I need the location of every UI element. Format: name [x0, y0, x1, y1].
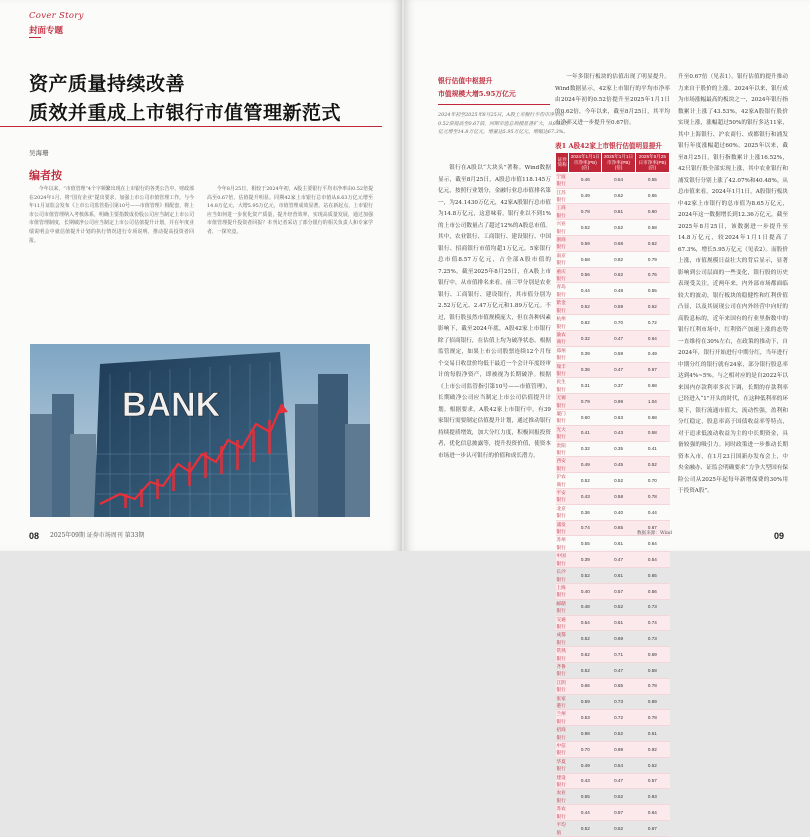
- table-cell: 建设银行: [556, 773, 569, 789]
- table-cell: 0.48: [569, 599, 602, 615]
- sidebar-summary: 2024年初至2025年8月25日，A股上市银行平均市净率由0.52倍提高至0.67倍，同期市值总规模显著扩大，从8.63万亿元增至14.8万亿元，增量达5.95万亿元，增幅达67.3%。: [438, 112, 569, 136]
- table-row: [556, 251, 670, 267]
- table-cell: 民生银行: [556, 378, 569, 394]
- table-cell: 0.64: [635, 330, 669, 346]
- table-cell: 0.40: [602, 504, 635, 520]
- intro-column-2: [207, 185, 373, 335]
- table-cell: 瑞丰银行: [556, 362, 569, 378]
- table-cell: 0.52: [602, 473, 635, 489]
- table-cell: 沪农商行: [556, 473, 569, 489]
- table-row: [556, 378, 670, 394]
- table-row: [556, 441, 670, 457]
- valuation-table: [555, 152, 670, 837]
- table-cell: 西安银行: [556, 457, 569, 473]
- table-cell: 0.54: [635, 552, 669, 568]
- author: 吴海珊: [29, 149, 49, 157]
- body-column-2: [555, 72, 670, 134]
- table-cell: 0.44: [635, 504, 669, 520]
- article-title-line2: 质效并重成上市银行市值管理新范式: [29, 102, 342, 124]
- table-row: [556, 346, 670, 362]
- section-label-en: Cover Story: [29, 11, 84, 21]
- table-cell: 0.63: [602, 409, 635, 425]
- table-cell: 成都银行: [556, 631, 569, 647]
- table-cell: 0.41: [569, 425, 602, 441]
- table-cell: 张家港行: [556, 694, 569, 710]
- table-cell: 郑州银行: [556, 346, 569, 362]
- table-cell: 0.52: [602, 220, 635, 236]
- table-cell: 0.57: [602, 805, 635, 821]
- table-cell: 0.68: [635, 378, 669, 394]
- table-row: [556, 236, 670, 252]
- table-row: [556, 583, 670, 599]
- table-cell: 0.52: [635, 299, 669, 315]
- section-rule: [29, 37, 41, 38]
- table-row: [556, 536, 670, 552]
- body-column-3: [678, 72, 788, 528]
- table-cell: 0.62: [602, 821, 635, 837]
- table-cell: 上海银行: [556, 583, 569, 599]
- table-cell: 0.55: [635, 172, 669, 188]
- table-row: [556, 631, 670, 647]
- body-column-3-text: 升至0.67倍（见表1）。银行估值的提升推动力来自于股价的上涨。2024年以来，银行成为市场涨幅最高的板块之一，2024年银行指数累计上涨了43.53%，42家A股银行股价实现上涨，涨幅超过50%的银行多达11家，其中上海银行、沪农商行、成都银行和浦发银行年度涨幅超过60%。2025年以来，截至8月25日，银行指数累计上涨16.52%，42只银行股全部实现上涨，其中农业银行和浦发银行分别上涨了42.07%和40.48%。从总市值来看，2024年1月1日，A股银行板块中42家上市银行的总市值为8.65万亿元，2024年这一数据增长到12.36万亿元，截至2025年8月25日，该数据进一步提升至14.8万亿元，较2024年1月1日提高了67.3%，增长5.95万亿元（见表2）。而股价上涨，市值规模日益壮大的背后显示，显著影响到公司层面的一些变化，银行股的历史表现受关注，近两年来，内外部市场都面临较大的波动，银行板块的稳健性和红利价值凸显，以及其展现公司在内外经营中向好的高股息标的，近年来国有的行业里指数中的银行红利市场中，红利资产加速上涨的态势一直维持在30%左右，在政策的推动下，自2024年，银行开始进行中期分红，当年进行中期分红的银行就有24家，部分银行股息率达到4%~5%。与之相对应的是自2022年以来国内存款利率多次下调，长期的存款利率已经进入“1”开头的时代，在这种低利率的环境下，银行流通市值大，流动性强，盈利和分红稳定，股息率高于国债收益率等特点，对于追求低波动收益为主的中长期资金，具备较强的吸引力。同时政策进一步推动长期资本入市，在1月23日国新办发布会上，中央金融办、证监会明确要求“力争大型国有保险公司从2025年起每年新增保费的30%用于投资A股”。: [678, 74, 788, 494]
- table-cell: 0.62: [602, 789, 635, 805]
- table-cell: 0.43: [602, 425, 635, 441]
- table-cell: 0.55: [635, 283, 669, 299]
- table-cell: 0.61: [602, 615, 635, 631]
- table-cell: 0.54: [569, 615, 602, 631]
- table-cell: 北京银行: [556, 504, 569, 520]
- table-cell: 平安银行: [556, 489, 569, 505]
- table-cell: 0.65: [602, 678, 635, 694]
- table-cell: 0.52: [569, 473, 602, 489]
- article-title-line1: 资产质量持续改善: [29, 73, 186, 95]
- table-row: [556, 489, 670, 505]
- table-cell: 0.49: [569, 757, 602, 773]
- table-cell: 农业银行: [556, 789, 569, 805]
- table-header-row: [556, 153, 670, 173]
- table-cell: 0.81: [602, 204, 635, 220]
- table-cell: 杭州银行: [556, 315, 569, 331]
- table-row: [556, 220, 670, 236]
- table-cell: 厦门银行: [556, 409, 569, 425]
- table-cell: 0.52: [635, 757, 669, 773]
- table-cell: 0.90: [635, 204, 669, 220]
- table-row: [556, 330, 670, 346]
- table-cell: 0.39: [569, 346, 602, 362]
- table-cell: 0.56: [569, 267, 602, 283]
- table-cell: 0.65: [635, 188, 669, 204]
- table-cell: 0.82: [569, 315, 602, 331]
- table-row: [556, 362, 670, 378]
- table-row: [556, 473, 670, 489]
- table-cell: 0.47: [602, 330, 635, 346]
- table-cell: 光大银行: [556, 425, 569, 441]
- table-row: [556, 757, 670, 773]
- table-cell: 0.47: [602, 362, 635, 378]
- table-cell: 0.62: [602, 188, 635, 204]
- table-cell: 0.52: [569, 821, 602, 837]
- table-cell: 0.56: [635, 583, 669, 599]
- table-row: [556, 647, 670, 663]
- table-header-cell: 2024年1月1日市净率(PB)(倍): [569, 153, 602, 173]
- table-cell: 0.71: [602, 647, 635, 663]
- table-cell: 青岛银行: [556, 283, 569, 299]
- table-cell: 0.49: [569, 457, 602, 473]
- table-cell: 0.61: [635, 726, 669, 742]
- table-row: [556, 773, 670, 789]
- table-cell: 0.47: [602, 662, 635, 678]
- table-cell: 0.58: [635, 425, 669, 441]
- table-body: [556, 172, 670, 836]
- table-row: [556, 315, 670, 331]
- table-cell: 0.72: [602, 710, 635, 726]
- table-row: [556, 172, 670, 188]
- body-column-1-text: 银行在A股以“大块头”著称。Wind数据显示，截至8月25日，A股总市值118.145万亿元，按照行业划分，金融行业总市值排名第一，为24.1430万亿元，42家A股银行总市值为14.8万亿元，这意味着，银行业以不到1%的上市公司数量占了超过12%的A股总市值。其中，农业银行、工商银行、建设银行、中国银行、招商银行市值均超1万亿元，5家银行总市值8.57万亿元，占全部A股市值的7.25%。截至2025年8月25日，在A股上市银行中，从市值排名来看，前三甲分别是农业银行、工商银行、建设银行，其市值分别为2.52万亿元、2.47万亿元和1.89万亿元。不过，银行股虽然市值规模庞大，但在各种因素影响下，截至2024年底，A股42家上市银行除了招商银行，在估值上均为破净状态。根据监管规定，如果上市公司股票连续12个月每个交易日收盘价均低于最近一个会计年度经审计的每股净资产，即被视为长期破净。根据《上市公司监管指引第10号——市值管理》，长期破净公司应当制定上市公司估值提升计划。根据要求，A股42家上市银行中，有39家银行需要制定估值提升计划，通过推动银行持续提质增效，加大分红力度，积极回报投资者，优化信息披露等，提升投资价值，使资本市场进一步认可银行的价值和成长潜力。: [438, 165, 551, 459]
- table-cell: 0.55: [569, 536, 602, 552]
- table-cell: 0.73: [602, 694, 635, 710]
- table-row: [556, 615, 670, 631]
- intro-column-1: [29, 185, 194, 335]
- table-cell: 0.36: [569, 362, 602, 378]
- table-row: [556, 204, 670, 220]
- table-cell: 0.57: [635, 773, 669, 789]
- table-cell: 邮储银行: [556, 599, 569, 615]
- table-cell: 0.61: [602, 568, 635, 584]
- table-header-cell: 证券简称: [556, 153, 569, 173]
- table-cell: 0.43: [569, 773, 602, 789]
- table-cell: 0.44: [569, 283, 602, 299]
- table-cell: 0.53: [569, 710, 602, 726]
- bank-photo: [30, 344, 370, 517]
- table-cell: 0.43: [569, 489, 602, 505]
- left-footer: 2025年09期 证券市场周刊 第33期: [50, 532, 145, 539]
- table-row: [556, 742, 670, 758]
- table-cell: 0.57: [602, 583, 635, 599]
- table-cell: 0.69: [635, 647, 669, 663]
- table-cell: 0.54: [602, 757, 635, 773]
- table-cell: 0.74: [569, 520, 602, 536]
- table-cell: 渝农商行: [556, 330, 569, 346]
- table-cell: 0.76: [635, 267, 669, 283]
- table-cell: 0.79: [569, 394, 602, 410]
- table-cell: 0.59: [569, 694, 602, 710]
- table-cell: 宁波银行: [556, 172, 569, 188]
- table-cell: 0.99: [602, 742, 635, 758]
- table-cell: 0.70: [569, 742, 602, 758]
- table-cell: 江阴银行: [556, 678, 569, 694]
- table-cell: 0.31: [569, 378, 602, 394]
- table-row: [556, 568, 670, 584]
- table-cell: 0.67: [635, 362, 669, 378]
- table-cell: 0.70: [635, 473, 669, 489]
- table-cell: 0.62: [602, 267, 635, 283]
- table-cell: 苏州银行: [556, 536, 569, 552]
- table-cell: 0.58: [602, 489, 635, 505]
- table-row: [556, 283, 670, 299]
- table-cell: 0.64: [635, 536, 669, 552]
- table-cell: 0.78: [569, 204, 602, 220]
- table-cell: 0.39: [569, 552, 602, 568]
- page-number-left: 08: [29, 531, 40, 541]
- table-cell: 浦发银行: [556, 520, 569, 536]
- sidebar-title-line1: 银行估值中枢提升: [438, 77, 493, 85]
- bank-illustration: [30, 344, 370, 517]
- table-cell: 0.73: [635, 631, 669, 647]
- table-cell: 0.60: [569, 409, 602, 425]
- table-cell: 0.68: [602, 236, 635, 252]
- table-cell: 0.58: [635, 220, 669, 236]
- table-cell: 常熟银行: [556, 647, 569, 663]
- table-cell: 0.52: [635, 457, 669, 473]
- table-cell: 0.58: [569, 251, 602, 267]
- table-cell: 0.32: [569, 441, 602, 457]
- table-cell: 苏农银行: [556, 805, 569, 821]
- table-cell: 0.59: [602, 299, 635, 315]
- table-cell: 中国银行: [556, 552, 569, 568]
- table-cell: 0.52: [569, 299, 602, 315]
- table-cell: 0.35: [602, 441, 635, 457]
- table-cell: 0.52: [569, 220, 602, 236]
- table-cell: 0.83: [635, 789, 669, 805]
- table-row: [556, 425, 670, 441]
- body-column-1: [438, 163, 551, 523]
- table-cell: 0.66: [569, 678, 602, 694]
- table-cell: 0.37: [602, 378, 635, 394]
- table-cell: 浙商银行: [556, 236, 569, 252]
- table-cell: 0.67: [635, 520, 669, 536]
- table-row: [556, 267, 670, 283]
- table-row: [556, 805, 670, 821]
- table-cell: 兰州银行: [556, 710, 569, 726]
- table-cell: 0.99: [602, 394, 635, 410]
- right-page: [404, 0, 810, 835]
- table-title: 表1 A股42家上市银行估值明显提升: [555, 142, 662, 150]
- table-cell: 中信银行: [556, 742, 569, 758]
- table-cell: 0.73: [635, 599, 669, 615]
- table-cell: 0.69: [602, 631, 635, 647]
- table-cell: 0.67: [635, 821, 669, 837]
- section-label-cn: 封面专题: [29, 26, 64, 36]
- table-cell: 0.52: [602, 726, 635, 742]
- table-cell: 招商银行: [556, 726, 569, 742]
- table-source: 数据来源：Wind: [637, 531, 672, 536]
- title-underline: [0, 126, 382, 127]
- table-cell: 0.32: [569, 330, 602, 346]
- table-cell: 南京银行: [556, 251, 569, 267]
- table-cell: 齐鲁银行: [556, 662, 569, 678]
- bank-sign-text: BANK: [122, 386, 221, 424]
- table-cell: 0.61: [602, 536, 635, 552]
- table-row: [556, 599, 670, 615]
- table-row: [556, 694, 670, 710]
- table-row: [556, 821, 670, 837]
- table-cell: 0.65: [635, 568, 669, 584]
- table-row: [556, 504, 670, 520]
- table-cell: 0.89: [635, 694, 669, 710]
- table-header-cell: 2025年1月1日市净率(PB)(倍): [602, 153, 635, 173]
- table-cell: 0.79: [635, 251, 669, 267]
- table-cell: 0.47: [602, 552, 635, 568]
- table-cell: 0.36: [569, 504, 602, 520]
- body-column-2-text: 一年多银行板块的估值出现了明显提升。Wind数据显示，42家上市银行的平均市净率由2024年初的0.52倍提升至2025年1月1日的0.62倍，今年以来，截至8月25日，其平均市净率又进一步提升至0.67倍。: [555, 74, 670, 126]
- table-cell: 0.49: [569, 188, 602, 204]
- table-cell: 0.62: [635, 236, 669, 252]
- table-cell: 0.72: [635, 315, 669, 331]
- table-cell: 贵阳银行: [556, 441, 569, 457]
- table-cell: 0.74: [635, 615, 669, 631]
- table-row: [556, 789, 670, 805]
- table-cell: 0.52: [569, 662, 602, 678]
- table-cell: 0.82: [602, 251, 635, 267]
- table-cell: 0.59: [602, 346, 635, 362]
- table-cell: 0.78: [635, 678, 669, 694]
- table-cell: 0.98: [569, 726, 602, 742]
- table-cell: 0.78: [635, 489, 669, 505]
- intro-paragraph-2: 今年8月25日，相较于2024年初，A股主要银行平均市净率由0.52倍提高至0.67倍，估值提升明显。同期42家上市银行总市值从8.63万亿元增至14.8万亿元，大增5.95万亿元，市值管理成效显著。站在新起点，上市银行应当如何进一步优化资产质量，提升经营效率，实现高质量发展，通过加强市值管理提升投资者回报？本刊记者采访了部分银行的相关负责人和专家学者，一探究竟。: [207, 186, 373, 235]
- table-cell: 0.59: [569, 236, 602, 252]
- table-cell: 0.49: [635, 346, 669, 362]
- table-cell: 紫金银行: [556, 299, 569, 315]
- table-cell: 平均值: [556, 821, 569, 837]
- table-row: [556, 394, 670, 410]
- table-cell: 0.65: [602, 520, 635, 536]
- table-cell: 0.58: [635, 662, 669, 678]
- table-cell: 交通银行: [556, 615, 569, 631]
- table-cell: 0.70: [602, 315, 635, 331]
- table-cell: 0.46: [569, 172, 602, 188]
- table-row: [556, 457, 670, 473]
- table-row: [556, 662, 670, 678]
- page-number-right: 09: [773, 531, 784, 541]
- table-row: [556, 552, 670, 568]
- table-cell: 0.44: [569, 805, 602, 821]
- table-row: [556, 678, 670, 694]
- table-cell: 0.54: [602, 172, 635, 188]
- intro-paragraph-1: 今年以来，“市值管理”4个字频繁出现在上市银行的各类公告中。财政部在2024年1月，将“国有企业”提出要求，加强上市公司市值管理工作。与今年11月证监会发布《上市公司监管指引第10号——市值管理》相配套，将上市公司市值管理纳入考核体系，明确主要指数成份股公司应当制定上市公司市值管理制度，长期破净公司应当制定上市公司估值提升计划，并在年度业绩说明会中就估值提升计划的执行情况进行专项说明，推动提高投资者回报。: [29, 186, 194, 244]
- table-cell: 0.40: [569, 583, 602, 599]
- table-cell: 无锡银行: [556, 394, 569, 410]
- table-cell: 0.92: [635, 742, 669, 758]
- table-cell: 华夏银行: [556, 757, 569, 773]
- table-cell: 0.55: [569, 789, 602, 805]
- table-cell: 0.47: [602, 773, 635, 789]
- sidebar-rule: [438, 104, 550, 105]
- table-cell: 长沙银行: [556, 568, 569, 584]
- table-cell: 0.52: [569, 631, 602, 647]
- table-cell: 0.45: [602, 457, 635, 473]
- table-cell: 0.52: [602, 599, 635, 615]
- sidebar-title-line2: 市值规模大增5.95万亿元: [438, 90, 516, 98]
- table-cell: 重庆银行: [556, 267, 569, 283]
- table-cell: 1.04: [635, 394, 669, 410]
- table-cell: 0.41: [635, 441, 669, 457]
- table-row: [556, 726, 670, 742]
- table-cell: 江苏银行: [556, 188, 569, 204]
- table-cell: 兴业银行: [556, 220, 569, 236]
- table-cell: 0.62: [569, 647, 602, 663]
- table-cell: 0.64: [635, 805, 669, 821]
- table-cell: 工商银行: [556, 204, 569, 220]
- editor-note-label: 编者按: [29, 169, 62, 182]
- table-row: [556, 299, 670, 315]
- table-cell: 0.68: [635, 409, 669, 425]
- table-cell: 0.52: [569, 568, 602, 584]
- left-page: [0, 0, 402, 551]
- table-header-cell: 2025年8月25日市净率(PB)(倍): [635, 153, 669, 173]
- table-cell: 0.78: [635, 710, 669, 726]
- table-row: [556, 710, 670, 726]
- table-row: [556, 188, 670, 204]
- table-row: [556, 409, 670, 425]
- table-cell: 0.48: [602, 283, 635, 299]
